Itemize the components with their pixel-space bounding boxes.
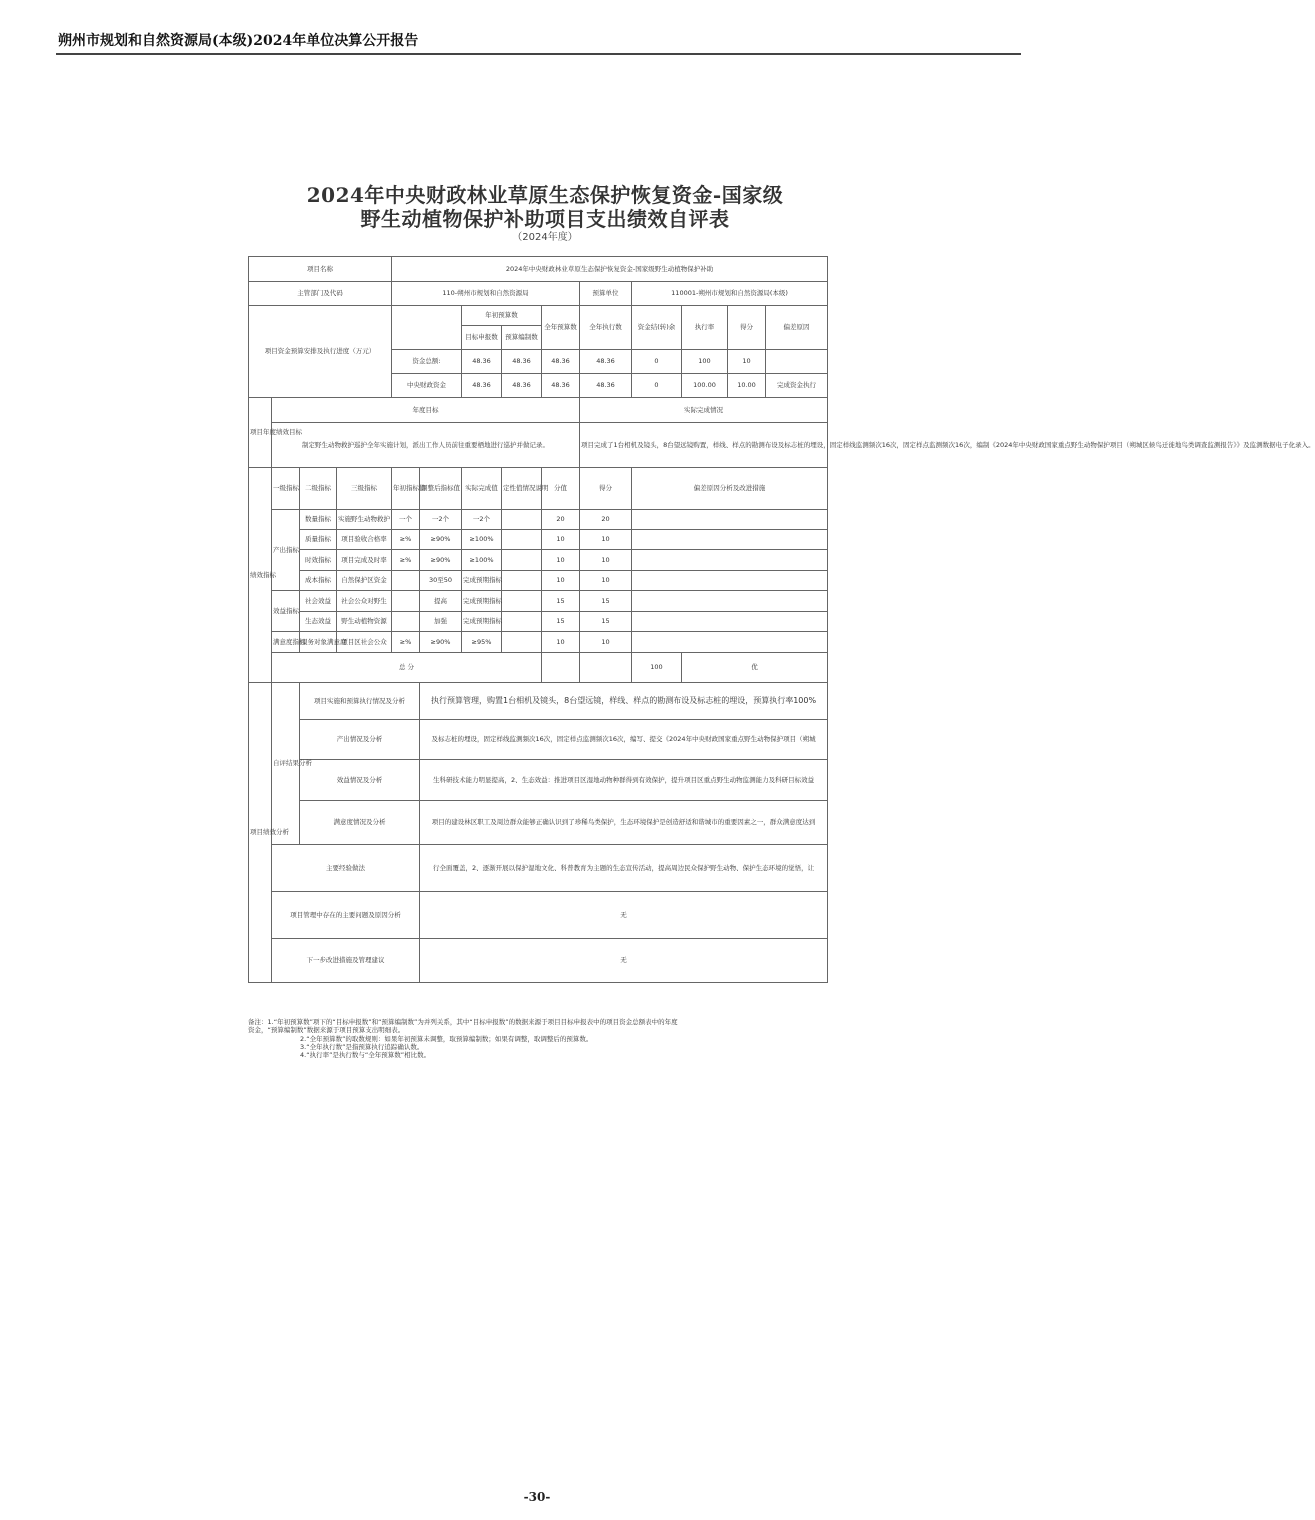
ind-note [502,632,542,653]
central-rate: 100.00 [682,374,728,398]
quant-note-header: 定性值情况说明 [502,468,542,510]
actual-value-header: 实际完成值 [462,468,502,510]
page-number: -30- [523,1490,551,1504]
next-steps-label: 下一步改进措施及管理建议 [272,939,420,983]
document-year: （2024年度） [512,232,578,243]
ind-init [392,612,420,632]
total-compile: 48.36 [502,350,542,374]
actual-label: 实际完成情况 [580,398,828,423]
points-header: 分值 [542,468,580,510]
ind-points: 10 [542,530,580,550]
central-full-exec: 48.36 [580,374,632,398]
ind-dev [632,571,828,591]
output-analysis-text: 及标志桩的埋设，固定样线监测频次16次，固定样点监测频次16次，编写、提交《2024年中央财政国家重点野生动物保护项目（朔城 [420,720,828,760]
adjusted-target-header: 调整后指标值 [420,468,462,510]
ind-adj: ≥90% [420,530,462,550]
full-year-budget-label: 全年预算数 [542,306,580,350]
ind-act: ≥100% [462,550,502,571]
central-compile: 48.36 [502,374,542,398]
effect-indicator-label: 效益指标 [272,591,300,632]
ind-score: 15 [580,612,632,632]
level2-header: 二级指标 [300,468,337,510]
central-reason: 完成资金执行 [766,374,828,398]
total-full-exec: 48.36 [580,350,632,374]
ind-note [502,612,542,632]
goal-section-label: 项目年度绩效目标 [249,398,272,468]
ind-l3: 项目完成及时率 [337,550,392,571]
budget-analysis-text: 执行预算管理，购置1台相机及镜头，8台望远镜，样线、样点的勘测布设及标志桩的埋设，预算执行率100% [420,683,828,720]
budget-analysis-label: 项目实施和预算执行情况及分析 [300,683,420,720]
ind-init [392,571,420,591]
ind-l3: 社会公众对野生 [337,591,392,612]
unit-value: 110001-朔州市规划和自然资源局(本级) [632,282,828,306]
ind-act: 完成预期指标 [462,571,502,591]
ind-note [502,591,542,612]
ind-dev [632,510,828,530]
total-target: 48.36 [462,350,502,374]
ind-score: 10 [580,632,632,653]
ind-l2: 生态效益 [300,612,337,632]
satisfaction-analysis-text: 项目的建设林区职工及周边群众能够正确认识到了珍稀鸟类保护，生态环境保护是创造舒适和谐城市的重要因素之一，群众满意度达到 [420,801,828,845]
ind-score: 20 [580,510,632,530]
output-analysis-label: 产出情况及分析 [300,720,420,760]
budget-blank [392,306,462,350]
note-line: 2.“全年预算数”的取数规则：如果年初预算未调整，取预算编制数；如果有调整，取调整后的预算数。 [300,1034,593,1043]
ind-score: 10 [580,571,632,591]
project-name-label: 项目名称 [249,257,392,282]
note-line: 3.“全年执行数”是指预算执行追踪确认数。 [300,1042,424,1051]
ind-init: ≥% [392,632,420,653]
ind-adj: 加强 [420,612,462,632]
ind-init [392,591,420,612]
ind-l3: 项目验收合格率 [337,530,392,550]
note-line: 资金，“预算编制数”数据来源于项目预算支出明细表。 [248,1026,405,1035]
problems-text: 无 [420,892,828,939]
analysis-section-label: 项目绩效分析 [249,683,272,983]
table-notes [248,1018,833,1059]
ind-l2: 服务对象满意度 [300,632,337,653]
ind-act: 完成预期指标 [462,612,502,632]
ind-note [502,571,542,591]
ind-note [502,550,542,571]
ind-dev [632,530,828,550]
central-full-budget: 48.36 [542,374,580,398]
total-balance: 0 [632,350,682,374]
ind-act: 完成预期指标 [462,591,502,612]
unit-label: 预算单位 [580,282,632,306]
satisfaction-analysis-label: 满意度情况及分析 [300,801,420,845]
ind-init: ≥% [392,550,420,571]
total-blank-a [542,653,580,683]
exec-rate-label: 执行率 [682,306,728,350]
ind-act: ≥100% [462,530,502,550]
ind-init: ≥% [392,530,420,550]
ind-l2: 质量指标 [300,530,337,550]
deviation-header: 偏差原因分析及改进措施 [632,468,828,510]
dept-value: 110-朔州市规划和自然资源局 [392,282,580,306]
ind-dev [632,550,828,571]
ind-init: 一个 [392,510,420,530]
note-line: 4.“执行率”是执行数与“全年预算数”相比数。 [300,1051,431,1060]
ind-points: 10 [542,571,580,591]
note-line: 备注：1.“年初预算数”项下的“目标申报数”和“预算编制数”为并列关系，其中“目标申报数”的数据来源于项目目标申报表中的项目资金总额表中的年度 [248,1018,678,1026]
full-year-exec-label: 全年执行数 [580,306,632,350]
total-rate: 100 [682,350,728,374]
ind-act: ≥95% [462,632,502,653]
document-title [240,183,850,231]
ind-l3: 实施野生动物救护 [337,510,392,530]
target-report-label: 目标申报数 [462,326,502,350]
self-evaluation-table [248,256,1315,983]
level3-header: 三级指标 [337,468,392,510]
experience-label: 主要经验做法 [272,845,420,892]
total-grade: 优 [682,653,828,683]
ind-score: 15 [580,591,632,612]
ind-dev [632,591,828,612]
central-score: 10.00 [728,374,766,398]
ind-points: 10 [542,632,580,653]
effect-analysis-text: 生科研技术能力明显提高，2、生态效益：推进项目区湿地动物种群得到有效保护，提升项目区重点野生动物监测能力及科研目标效益 [420,760,828,801]
ind-act: 一2个 [462,510,502,530]
next-steps-text: 无 [420,939,828,983]
total-score-label: 总 分 [272,653,542,683]
title-line-2: 野生动植物保护补助项目支出绩效自评表 [360,207,730,231]
annual-goal-label: 年度目标 [272,398,580,423]
ind-l3: 自然保护区资金 [337,571,392,591]
ind-adj: 提高 [420,591,462,612]
budget-compile-label: 预算编制数 [502,326,542,350]
total-reason [766,350,828,374]
ind-l2: 社会效益 [300,591,337,612]
deviation-reason-label: 偏差原因 [766,306,828,350]
central-funds-label: 中央财政资金 [392,374,462,398]
ind-score: 10 [580,550,632,571]
problems-label: 项目管理中存在的主要问题及原因分析 [272,892,420,939]
ind-adj: ≥90% [420,550,462,571]
project-name: 2024年中央财政林业草原生态保护恢复资金-国家级野生动植物保护补助 [392,257,828,282]
ind-adj: ≥90% [420,632,462,653]
output-indicator-label: 产出指标 [272,510,300,591]
title-line-1: 2024年中央财政林业草原生态保护恢复资金-国家级 [306,183,784,207]
indicator-section-label: 绩效指标 [249,468,272,683]
ind-points: 15 [542,612,580,632]
satisfaction-indicator-label: 满意度指标 [272,632,300,653]
ind-l2: 成本指标 [300,571,337,591]
ind-l2: 时效指标 [300,550,337,571]
total-score: 10 [728,350,766,374]
actual-text: 项目完成了1台相机及镜头，8台望远镜购置，样线、样点的勘测布设及标志桩的埋设，固定样线监测频次16次，固定样点监测频次16次，编制《2024年中央财政国家重点野生动物保护项目（朔城区候鸟迁徙地鸟类调查监测报告》》及监测数据电子化录入。 [580,423,828,468]
ind-note [502,510,542,530]
header-divider [56,53,1021,55]
ind-adj: 30至50 [420,571,462,591]
ind-l2: 数量指标 [300,510,337,530]
budget-score-label: 得分 [728,306,766,350]
ind-points: 10 [542,550,580,571]
report-header: 朔州市规划和自然资源局(本级)2024年单位决算公开报告 [58,33,419,49]
dept-label: 主管部门及代码 [249,282,392,306]
ind-adj: 一2个 [420,510,462,530]
central-balance: 0 [632,374,682,398]
level1-header: 一级指标 [272,468,300,510]
annual-goal-text: 制定野生动物救护巡护全年实施计划，派出工作人员前往重要栖地进行巡护并做记录。 [272,423,580,468]
initial-budget-label: 年初预算数 [462,306,542,326]
self-eval-label: 自评结果分析 [272,683,300,845]
ind-points: 15 [542,591,580,612]
central-target: 48.36 [462,374,502,398]
total-points: 100 [632,653,682,683]
ind-score: 10 [580,530,632,550]
total-blank-b [580,653,632,683]
experience-text: 行全面覆盖，2、逐渐开展以保护湿地文化、科普教育为主题的生态宣传活动，提高周边民众保护野生动物、保护生态环境的觉悟，让 [420,845,828,892]
ind-dev [632,612,828,632]
total-full-budget: 48.36 [542,350,580,374]
ind-points: 20 [542,510,580,530]
ind-l3: 项目区社会公众 [337,632,392,653]
balance-label: 资金结(转)余 [632,306,682,350]
ind-dev [632,632,828,653]
effect-analysis-label: 效益情况及分析 [300,760,420,801]
indicator-score-header: 得分 [580,468,632,510]
initial-target-header: 年初指标值 [392,468,420,510]
total-funds-label: 资金总额: [392,350,462,374]
budget-section-label: 项目资金预算安排及执行进度（万元） [249,306,392,398]
ind-note [502,530,542,550]
ind-l3: 野生动植物资源 [337,612,392,632]
